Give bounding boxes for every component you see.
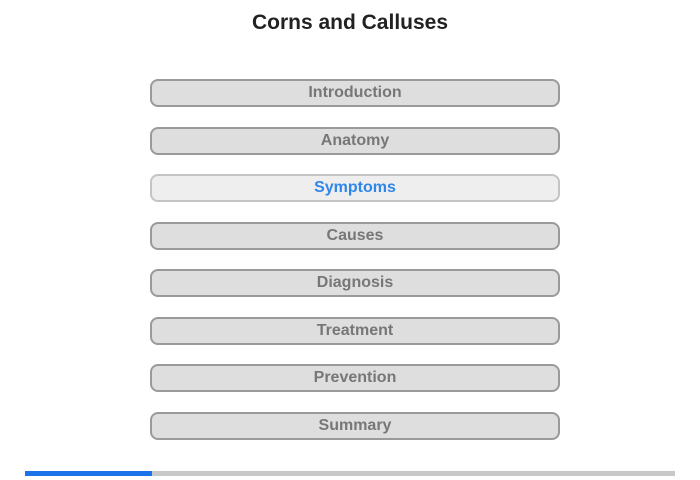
page-title: Corns and Calluses: [251, 11, 449, 34]
menu-item-introduction[interactable]: Introduction: [150, 79, 560, 107]
progress-bar-fill: [25, 471, 152, 476]
menu-item-treatment[interactable]: Treatment: [150, 317, 560, 345]
section-menu: [150, 79, 560, 459]
menu-item-diagnosis[interactable]: Diagnosis: [150, 269, 560, 297]
progress-bar: [25, 471, 675, 476]
menu-item-anatomy[interactable]: Anatomy: [150, 127, 560, 155]
menu-item-summary[interactable]: Summary: [150, 412, 560, 440]
menu-item-prevention[interactable]: Prevention: [150, 364, 560, 392]
menu-item-causes[interactable]: Causes: [150, 222, 560, 250]
menu-item-symptoms[interactable]: Symptoms: [150, 174, 560, 202]
